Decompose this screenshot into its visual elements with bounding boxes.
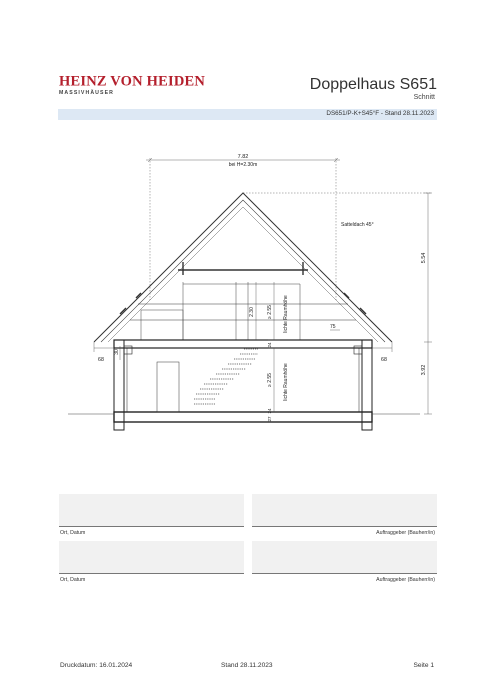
dim-left-30: 30 <box>114 349 120 355</box>
roof <box>94 193 392 342</box>
dim-width-note: bei H=2.30m <box>228 162 258 168</box>
ground-slab <box>114 412 372 422</box>
dim-upper-clear: ≥ 2.55 <box>267 305 273 319</box>
staircase <box>194 349 258 404</box>
signature-field-client-1[interactable] <box>252 494 437 527</box>
upper-clear-label: lichte Raumhöhe <box>283 295 289 333</box>
document-subtitle: Schnitt <box>413 94 435 101</box>
dim-side-right: 68 <box>381 357 387 363</box>
print-date: Druckdatum: 16.01.2024 <box>60 662 133 669</box>
logo-wordmark: HEINZ VON HEIDEN <box>59 72 206 90</box>
attic-walls <box>141 282 300 340</box>
label-place-date-2: Ort, Datum <box>60 577 86 583</box>
label-client-1: Auftraggeber (Bauherr/in) <box>376 530 435 536</box>
dim-ceiling-upper: 24 <box>267 342 272 348</box>
width-dimension <box>146 158 340 300</box>
section-drawing <box>58 140 438 440</box>
upper-slab <box>114 340 372 348</box>
label-place-date-1: Ort, Datum <box>60 530 86 536</box>
signature-field-place-date-2[interactable] <box>59 541 244 574</box>
lower-clear-label: lichte Raumhöhe <box>283 363 289 401</box>
logo-tagline: MASSIVHÄUSER <box>59 90 114 96</box>
dim-lower-clear: ≥ 2.55 <box>267 373 273 387</box>
dim-width: 7.82 <box>237 154 249 160</box>
dim-ceiling-lower: 24 <box>267 408 272 414</box>
door <box>157 362 179 412</box>
reference-code: DS651/P-K+S45°F - Stand 28.11.2023 <box>326 110 434 117</box>
label-client-2: Auftraggeber (Bauherr/in) <box>376 577 435 583</box>
dim-upper-height: 2.30 <box>249 307 255 317</box>
signature-field-place-date-1[interactable] <box>59 494 244 527</box>
dim-floor: 27 <box>267 416 272 422</box>
document-title: Doppelhaus S651 <box>309 76 437 93</box>
dim-75: 75 <box>330 324 336 330</box>
reference-band <box>58 109 437 120</box>
stand-date: Stand 28.11.2023 <box>221 662 273 669</box>
roof-label: Satteldach 45° <box>341 222 374 228</box>
company-logo <box>59 74 205 96</box>
dim-total-lower: 3.92 <box>421 364 427 376</box>
dim-side-left: 68 <box>98 357 104 363</box>
signature-field-client-2[interactable] <box>252 541 437 574</box>
page-number: Seite 1 <box>413 662 434 669</box>
dim-total-upper: 5.54 <box>421 252 427 264</box>
